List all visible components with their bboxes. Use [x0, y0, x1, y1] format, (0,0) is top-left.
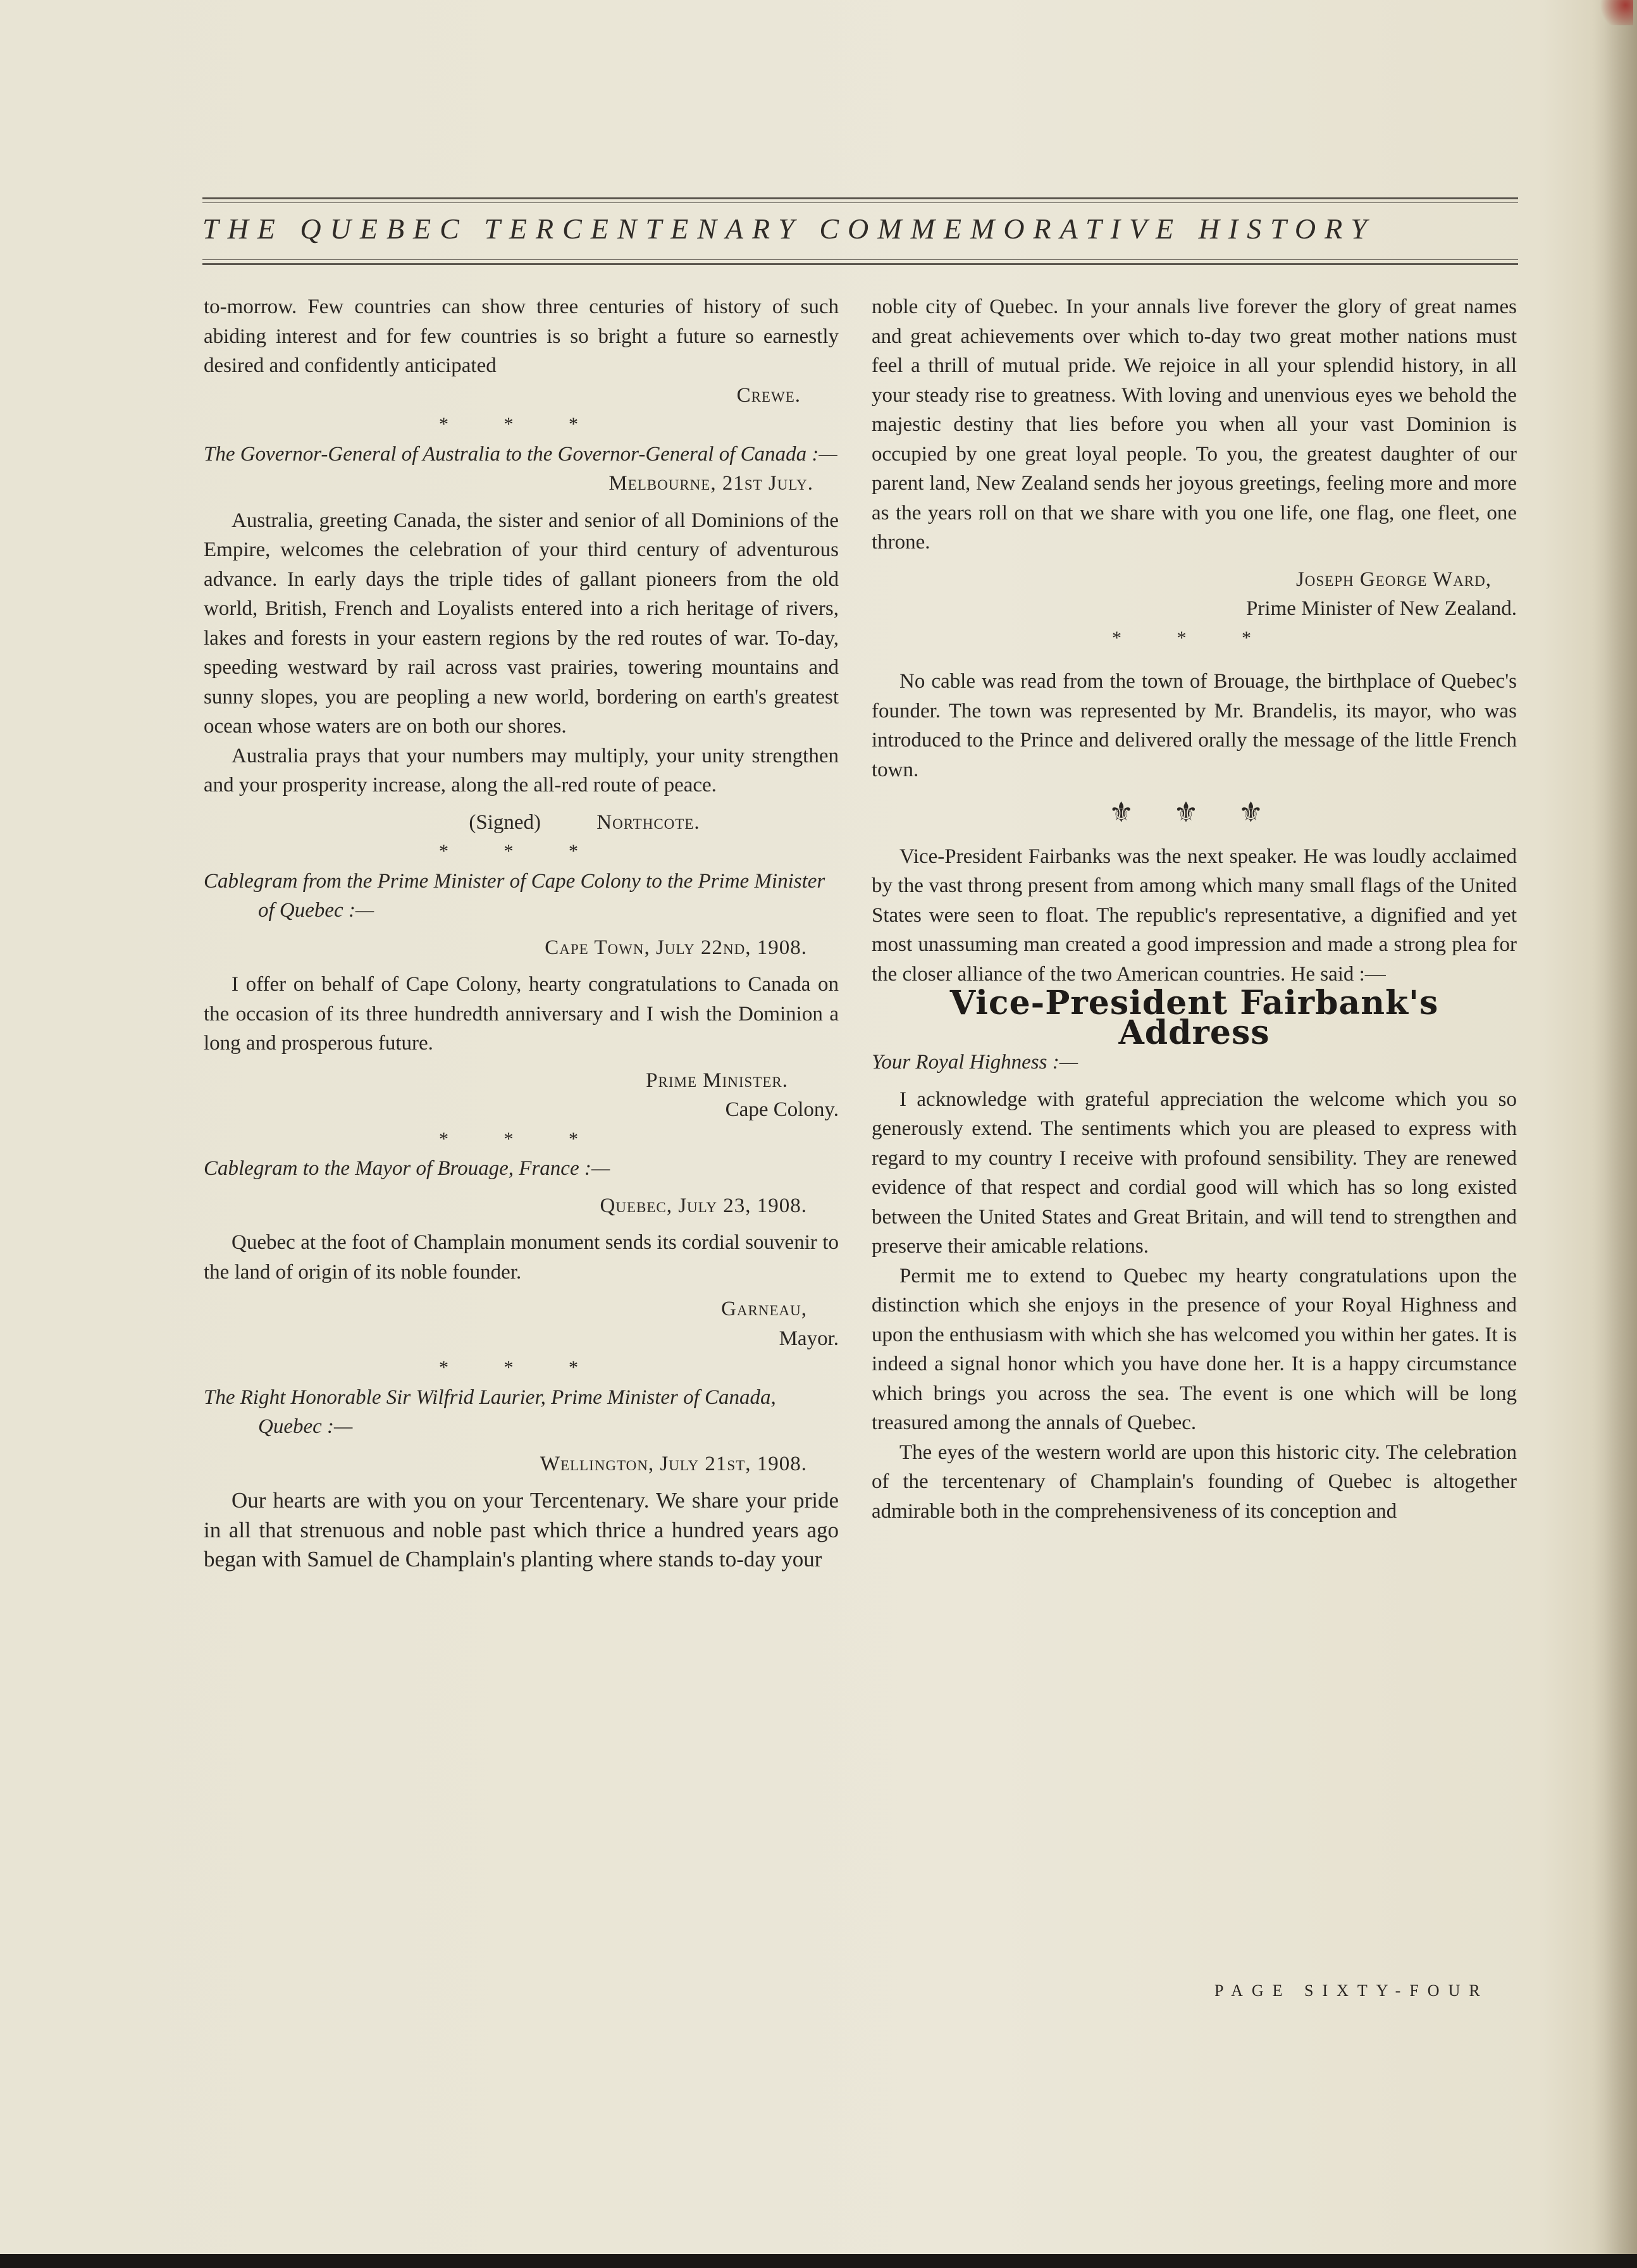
paragraph: Vice-President Fairbanks was the next speaker. He was loudly acclaimed by the vast throng present from among which many small flags of the United States were seen to float. The republic's representative, a dignified and yet most unassuming man created a good impression and made a strong plea for the closer alliance of the two American countries. He said :—	[872, 845, 1517, 986]
signature-name: Northcote.	[596, 810, 700, 834]
signature-title: Mayor.	[779, 1327, 839, 1350]
dateline: Melbourne, 21st July.	[608, 472, 813, 495]
fleur-de-lis-divider: ⚜ ⚜ ⚜	[1108, 797, 1280, 828]
paragraph: to-morrow. Few countries can show three centuries of history of such abiding interest and for few countries is so bright a future so earnestly desired and confidently anticipated	[204, 295, 839, 377]
signature-name: Joseph George Ward,	[1295, 567, 1492, 591]
page-number: PAGE SIXTY-FOUR	[1214, 1981, 1489, 2000]
section-divider: * * *	[439, 841, 603, 862]
section-heading: Cablegram to the Mayor of Brouage, France :—	[204, 1157, 610, 1180]
paragraph: I offer on behalf of Cape Colony, hearty congratulations to Canada on the occasion of its three hundredth anniversary and I wish the Dominion a long and prosperous future.	[204, 973, 839, 1055]
right-column	[872, 292, 1517, 1526]
running-header: THE QUEBEC TERCENTENARY COMMEMORATIVE HISTORY	[202, 213, 1376, 245]
section-heading: The Right Honorable Sir Wilfrid Laurier, Prime Minister of Canada, Quebec :—	[204, 1385, 776, 1438]
section-heading: The Governor-General of Australia to the Governor-General of Canada :—	[204, 442, 837, 466]
dateline: Wellington, July 21st, 1908.	[540, 1452, 807, 1475]
paragraph: The eyes of the western world are upon this historic city. The celebration of the tercentenary of Champlain's founding of Quebec is altogether admirable both in the comprehensiveness of its conception and	[872, 1441, 1517, 1523]
header-rule-bottom-thin	[202, 259, 1518, 260]
paragraph: Quebec at the foot of Champlain monument sends its cordial souvenir to the land of origin of its noble founder.	[204, 1231, 839, 1284]
signature-name: Garneau,	[721, 1298, 807, 1320]
section-divider: * * *	[439, 1128, 603, 1149]
salutation: Your Royal Highness :—	[872, 1051, 1078, 1074]
paragraph: Australia, greeting Canada, the sister and senior of all Dominions of the Empire, welcomes the celebration of your third century of adventurous advance. In early days the triple tides of gallant pioneers from the old world, British, French and Loyalists entered into a rich heritage of rivers, lakes and forests in your eastern regions by the red routes of war. To-day, speeding westward by rail across vast prairies, towering mountains and sunny slopes, you are peopling a new world, bordering on earth's greatest ocean whose waters are on both our shores.	[204, 509, 839, 738]
signature-place: Cape Colony.	[725, 1098, 839, 1121]
scan-bottom-edge	[0, 2254, 1637, 2268]
corner-stain	[1595, 0, 1633, 25]
signature-northcote	[204, 808, 839, 838]
signature-title: Prime Minister.	[646, 1069, 788, 1092]
signature-crewe: Crewe.	[736, 383, 801, 407]
header-rule-bottom	[202, 263, 1518, 265]
section-divider: * * *	[439, 1357, 603, 1378]
page-edge-shadow	[1593, 0, 1637, 2268]
paragraph: noble city of Quebec. In your annals live forever the glory of great names and great achievements over which to-day two great mother nations must feel a thrill of mutual pride. We rejoice in all your splendid history, in all your steady rise to greatness. With loving and unenvious eyes we behold the majestic destiny that lies before you when all your vast Dominion is occupied by one great loyal people. To you, the greatest daughter of our parent land, New Zealand sends her joyous greetings, feeling more and more as the years roll on that we share with you one life, one flag, one fleet, one throne.	[872, 295, 1517, 554]
paragraph: Our hearts are with you on your Tercentenary. We share your pride in all that strenuous and noble past which thrice a hundred years ago began with Samuel de Champlain's planting where stands to-day your	[204, 1488, 839, 1571]
paragraph: Australia prays that your numbers may multiply, your unity strengthen and your prosperity increase, along the all-red route of peace.	[204, 744, 839, 796]
section-divider: * * *	[439, 414, 603, 435]
dateline: Cape Town, July 22nd, 1908.	[545, 936, 807, 959]
signature-title: Prime Minister of New Zealand.	[1246, 597, 1517, 620]
signed-label: (Signed)	[469, 810, 541, 834]
paragraph: Permit me to extend to Quebec my hearty congratulations upon the distinction which she enjoys in the presence of your Royal Highness and upon the enthusiasm with which she has welcomed you within her gates. It is indeed a signal honor which you have done her. It is a happy circumstance which brings you across the sea. The event is one which will be long treasured among the annals of Quebec.	[872, 1264, 1517, 1434]
header-rule-top	[202, 197, 1518, 199]
header-rule-top-thin	[202, 202, 1518, 203]
paragraph: No cable was read from the town of Brouage, the birthplace of Quebec's founder. The town was represented by Mr. Brandelis, its mayor, who was introduced to the Prince and delivered orally the message of the little French town.	[872, 670, 1517, 781]
section-divider: * * *	[1112, 627, 1276, 648]
left-column	[204, 292, 839, 1575]
dateline: Quebec, July 23, 1908.	[600, 1194, 807, 1217]
paragraph: I acknowledge with grateful appreciation the welcome which you so generously extend. The sentiments which you are pleased to express with regard to my country I receive with profound sensibility. They are renewed evidence of that respect and cordial good will which has so long existed between the United States and Great Britain, and will tend to strengthen and preserve their amicable relations.	[872, 1088, 1517, 1258]
address-heading: Vice-President Fairbank's Address	[949, 984, 1439, 1052]
section-heading: Cablegram from the Prime Minister of Cape Colony to the Prime Minister of Quebec :—	[204, 869, 825, 922]
